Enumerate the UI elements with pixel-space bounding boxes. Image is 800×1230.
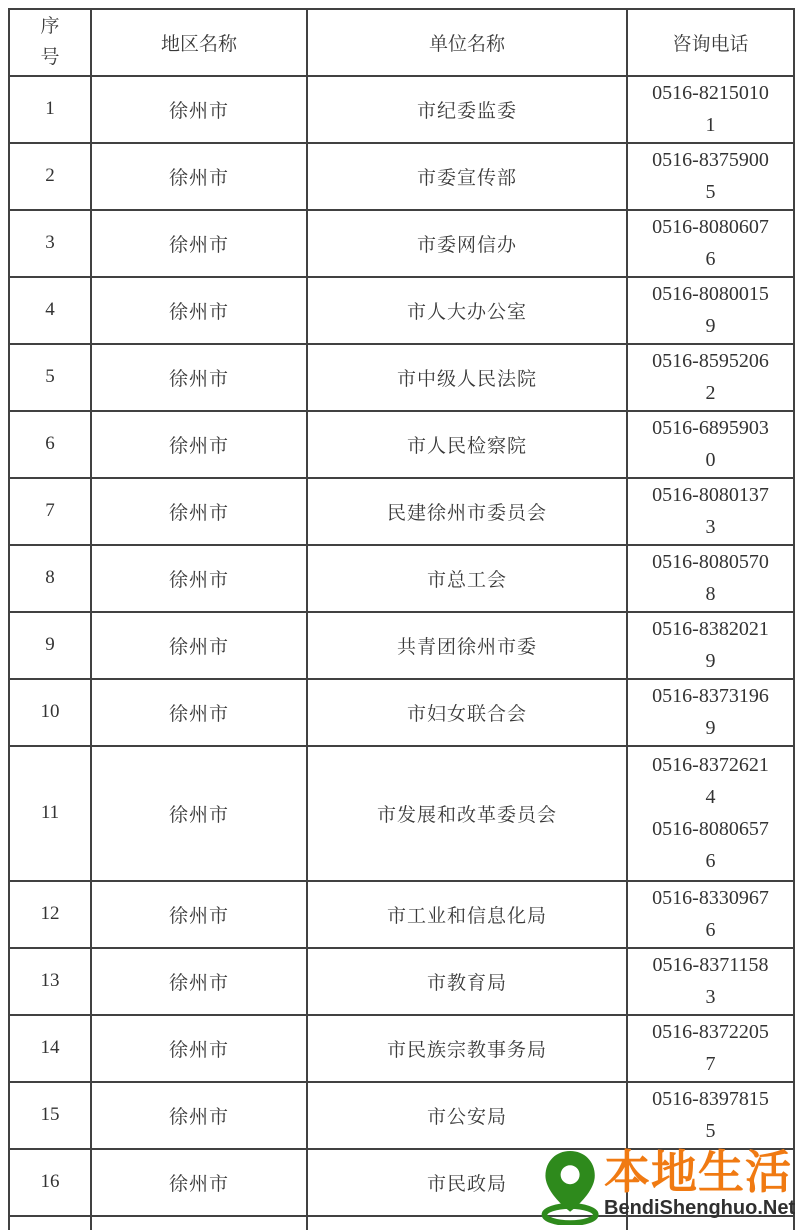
row-index xyxy=(9,1216,91,1230)
phone-line: 0516-85952062 xyxy=(652,350,769,405)
location-pin-icon xyxy=(541,1151,603,1225)
region-name: 徐州市 xyxy=(91,344,307,411)
phone-line: 0516-83726214 xyxy=(652,754,769,809)
region-name: 徐州市 xyxy=(91,545,307,612)
region-name xyxy=(91,1216,307,1230)
region-name: 徐州市 xyxy=(91,210,307,277)
phone-line: 0516-80805708 xyxy=(652,551,769,606)
phone-number xyxy=(627,948,794,1015)
phone-number xyxy=(627,277,794,344)
row-index: 6 xyxy=(9,411,91,478)
region-name: 徐州市 xyxy=(91,881,307,948)
row-index: 13 xyxy=(9,948,91,1015)
row-index: 7 xyxy=(9,478,91,545)
unit-name: 市公安局 xyxy=(307,1082,627,1149)
header-no xyxy=(9,9,91,76)
header-phone: 咨询电话 xyxy=(627,9,794,76)
header-row xyxy=(9,9,794,76)
unit-name: 市民族宗教事务局 xyxy=(307,1015,627,1082)
header-region: 地区名称 xyxy=(91,9,307,76)
row-index: 11 xyxy=(9,746,91,881)
phone-number xyxy=(627,1015,794,1082)
header-no-label: 序号 xyxy=(40,16,60,69)
brand-domain-text: BendiShenghuo.Net xyxy=(604,1196,796,1219)
phone-number xyxy=(627,545,794,612)
phone-line: 0516-80806076 xyxy=(652,216,769,271)
phone-number xyxy=(627,143,794,210)
phone-line: 0516-80806576 xyxy=(652,818,769,873)
watermark-logo xyxy=(541,1146,796,1225)
unit-name: 民建徐州市委员会 xyxy=(307,478,627,545)
table-row xyxy=(9,545,794,612)
header-unit: 单位名称 xyxy=(307,9,627,76)
phone-number xyxy=(627,1082,794,1149)
unit-name: 市总工会 xyxy=(307,545,627,612)
row-index: 8 xyxy=(9,545,91,612)
region-name: 徐州市 xyxy=(91,76,307,143)
table-row xyxy=(9,746,794,881)
unit-name: 市人大办公室 xyxy=(307,277,627,344)
phone-number xyxy=(627,210,794,277)
phone-line: 0516-83820219 xyxy=(652,618,769,673)
brand-name-chinese: 本地生活 xyxy=(604,1146,792,1198)
unit-name: 市工业和信息化局 xyxy=(307,881,627,948)
contact-table xyxy=(8,8,795,1230)
row-index: 14 xyxy=(9,1015,91,1082)
table-row xyxy=(9,1015,794,1082)
table-row xyxy=(9,1082,794,1149)
unit-name: 共青团徐州市委 xyxy=(307,612,627,679)
table-row xyxy=(9,948,794,1015)
row-index: 16 xyxy=(9,1149,91,1216)
phone-line: 0516-83711583 xyxy=(652,954,769,1009)
region-name: 徐州市 xyxy=(91,277,307,344)
row-index: 9 xyxy=(9,612,91,679)
unit-name: 市纪委监委 xyxy=(307,76,627,143)
phone-number xyxy=(627,881,794,948)
region-name: 徐州市 xyxy=(91,411,307,478)
phone-number xyxy=(627,76,794,143)
table-row xyxy=(9,881,794,948)
unit-name: 市人民检察院 xyxy=(307,411,627,478)
region-name: 徐州市 xyxy=(91,746,307,881)
contact-table-container xyxy=(8,8,795,1230)
row-index: 15 xyxy=(9,1082,91,1149)
row-index: 1 xyxy=(9,76,91,143)
brand-text-block xyxy=(604,1146,796,1220)
phone-number xyxy=(627,411,794,478)
unit-name: 市委网信办 xyxy=(307,210,627,277)
row-index: 3 xyxy=(9,210,91,277)
row-index: 5 xyxy=(9,344,91,411)
unit-name: 市发展和改革委员会 xyxy=(307,746,627,881)
region-name: 徐州市 xyxy=(91,948,307,1015)
table-row xyxy=(9,277,794,344)
phone-line: 0516-83978155 xyxy=(652,1088,769,1143)
phone-number xyxy=(627,746,794,881)
phone-line: 0516-83759005 xyxy=(652,149,769,204)
unit-name: 市中级人民法院 xyxy=(307,344,627,411)
table-row xyxy=(9,210,794,277)
phone-number xyxy=(627,478,794,545)
phone-line: 0516-83722057 xyxy=(652,1021,769,1076)
table-row xyxy=(9,411,794,478)
region-name: 徐州市 xyxy=(91,1149,307,1216)
row-index: 12 xyxy=(9,881,91,948)
phone-number xyxy=(627,612,794,679)
region-name: 徐州市 xyxy=(91,1015,307,1082)
unit-name: 市教育局 xyxy=(307,948,627,1015)
row-index: 2 xyxy=(9,143,91,210)
table-row xyxy=(9,344,794,411)
region-name: 徐州市 xyxy=(91,143,307,210)
phone-line: 0516-68959030 xyxy=(652,417,769,472)
phone-number xyxy=(627,344,794,411)
unit-name: 市妇女联合会 xyxy=(307,679,627,746)
phone-line: 0516-83731969 xyxy=(652,685,769,740)
table-body xyxy=(9,76,794,1230)
phone-line: 0516-80801373 xyxy=(652,484,769,539)
phone-line: 0516-83309676 xyxy=(652,887,769,942)
table-row xyxy=(9,612,794,679)
unit-name: 市民政局 xyxy=(307,1149,627,1216)
table-row xyxy=(9,143,794,210)
table-row xyxy=(9,679,794,746)
phone-line: 0516-82150101 xyxy=(652,82,769,137)
row-index: 4 xyxy=(9,277,91,344)
region-name: 徐州市 xyxy=(91,478,307,545)
row-index: 10 xyxy=(9,679,91,746)
region-name: 徐州市 xyxy=(91,1082,307,1149)
region-name: 徐州市 xyxy=(91,612,307,679)
phone-line: 0516-80800159 xyxy=(652,283,769,338)
unit-name: 市委宣传部 xyxy=(307,143,627,210)
table-row xyxy=(9,478,794,545)
table-header xyxy=(9,9,794,76)
region-name: 徐州市 xyxy=(91,679,307,746)
table-row xyxy=(9,76,794,143)
phone-number xyxy=(627,679,794,746)
